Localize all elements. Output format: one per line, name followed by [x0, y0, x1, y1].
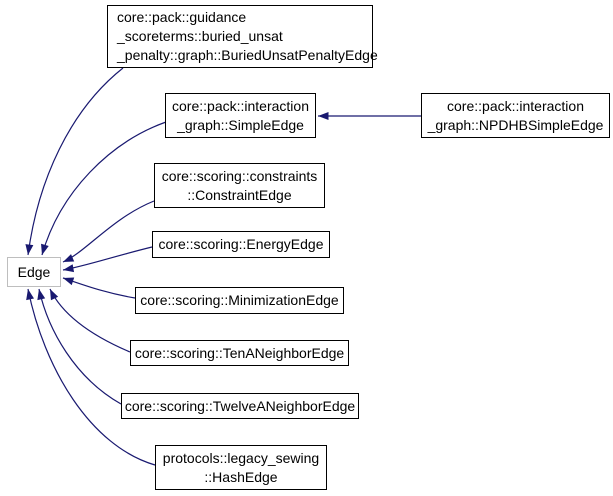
node-label-line: Edge — [17, 263, 51, 280]
node-label-line: core::scoring::TenANeighborEdge — [134, 344, 345, 361]
node-label-line: core::scoring::TwelveANeighborEdge — [124, 397, 356, 414]
node-label-line: core::scoring::EnergyEdge — [158, 236, 324, 252]
arrow-buriedunsatpenaltyedge-to-edge — [28, 68, 123, 255]
node-label-line: core::pack::guidance — [117, 9, 247, 25]
node-label-line: protocols::legacy_sewing — [162, 449, 320, 466]
arrow-simpleedge-to-edge — [42, 122, 166, 255]
node-minimization-edge[interactable] — [135, 287, 344, 314]
arrow-energyedge-to-edge — [63, 247, 152, 270]
node-label-line: core::pack::interaction — [172, 97, 309, 114]
arrow-constraintedge-to-edge — [63, 201, 154, 262]
node-label-line: _graph::SimpleEdge — [177, 116, 304, 133]
node-simple-edge[interactable] — [165, 93, 316, 138]
node-label-line: ::HashEdge — [204, 468, 278, 485]
node-label-line: _scoreterms::buried_unsat — [117, 28, 283, 44]
arrow-twelveaneighboredge-to-edge — [39, 289, 121, 404]
node-npdhb-simple-edge[interactable] — [421, 93, 610, 138]
arrow-minimizationedge-to-edge — [63, 278, 135, 298]
node-ten-a-neighbor-edge[interactable] — [130, 340, 349, 366]
node-label-line: core::scoring::MinimizationEdge — [140, 292, 339, 308]
node-energy-edge[interactable] — [152, 231, 330, 258]
node-hash-edge[interactable] — [155, 445, 327, 490]
node-twelve-a-neighbor-edge[interactable] — [121, 393, 359, 419]
arrow-tenaneighboredge-to-edge — [50, 289, 130, 352]
node-label-line: _penalty::graph::BuriedUnsatPenaltyEdge — [117, 47, 378, 63]
node-label-line: _graph::NPDHBSimpleEdge — [427, 116, 604, 133]
node-label-line: ::ConstraintEdge — [187, 186, 292, 203]
node-constraint-edge[interactable] — [154, 163, 325, 208]
node-edge-base-class — [7, 257, 61, 287]
node-label-line: core::pack::interaction — [447, 97, 584, 114]
node-buried-unsat-penalty-edge[interactable] — [107, 5, 378, 68]
node-label-line: core::scoring::constraints — [161, 167, 318, 184]
